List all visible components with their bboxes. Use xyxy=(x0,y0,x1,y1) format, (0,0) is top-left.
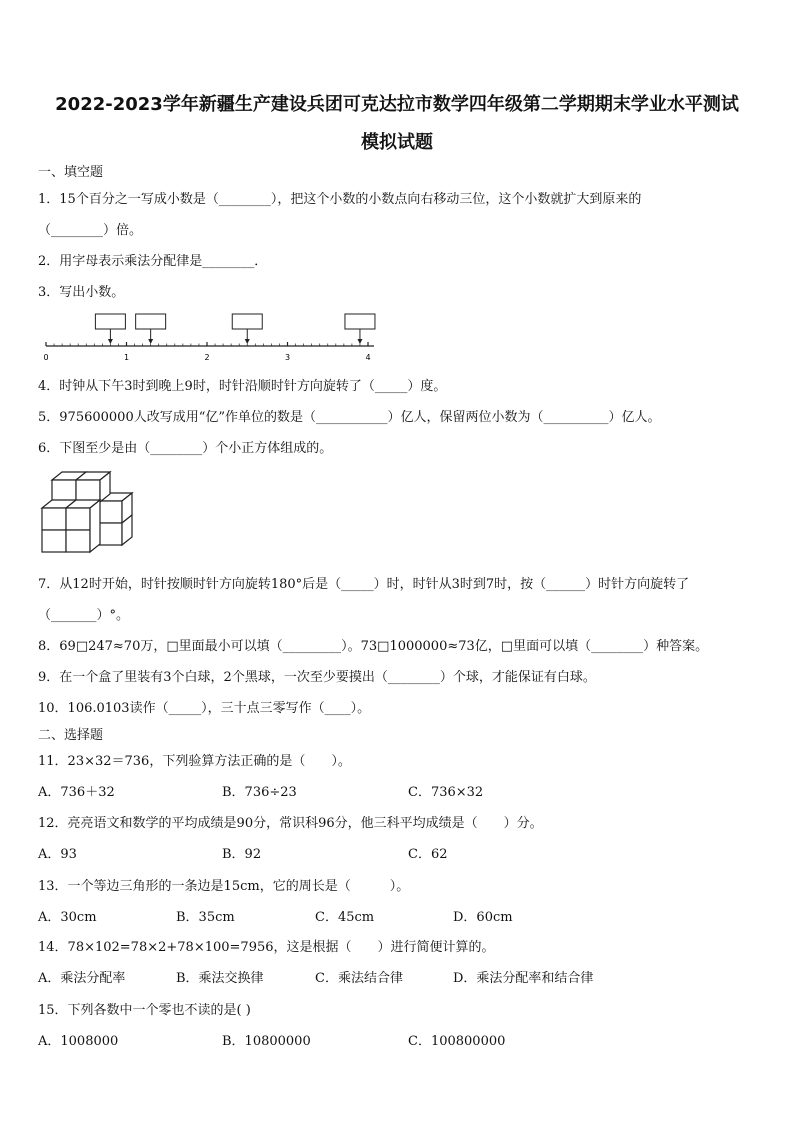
question-6: 6．下图至少是由（________）个小正方体组成的。 xyxy=(38,441,333,456)
question-7-line2: （_______）°。 xyxy=(38,608,130,623)
question-10: 10．106.0103读作（_____），三十点三零写作（____）。 xyxy=(38,701,371,716)
answer-box xyxy=(95,314,125,329)
question-15: 15．下列各数中一个零也不读的是( ) xyxy=(38,1003,251,1018)
question-2: 2．用字母表示乘法分配律是________． xyxy=(38,254,268,269)
question-11: 11．23×32＝736，下列验算方法正确的是（ ）。 xyxy=(38,754,351,769)
answer-box xyxy=(345,314,375,329)
q14-option-b: B．乘法交换律 xyxy=(176,971,264,986)
section-heading-choice: 二、选择题 xyxy=(38,728,104,743)
question-5: 5．975600000人改写成用“亿”作单位的数是（___________）亿人，保留两位小数为（__________）亿人。 xyxy=(38,410,661,425)
answer-pointer-arrowhead xyxy=(108,339,113,344)
q11-option-b: B．736÷23 xyxy=(222,785,297,800)
number-line-tick-label: 3 xyxy=(284,353,291,362)
q13-option-d: D．60cm xyxy=(453,910,513,925)
q14-option-c: C．乘法结合律 xyxy=(315,971,403,986)
question-1-line2: （________）倍。 xyxy=(38,223,143,238)
q11-option-a: A．736＋32 xyxy=(38,785,115,800)
q15-option-b: B．10800000 xyxy=(222,1034,311,1049)
question-1-line1: 1．15个百分之一写成小数是（________），把这个小数的小数点向右移动三位，这个小数就扩大到原来的 xyxy=(38,192,642,207)
q14-option-d: D．乘法分配率和结合律 xyxy=(453,971,594,986)
answer-pointer-arrowhead xyxy=(357,339,362,344)
question-7-line1: 7．从12时开始，时针按顺时针方向旋转180°后是（_____）时，时针从3时到7时，按（______）时针方向旋转了 xyxy=(38,577,690,592)
q12-option-c: C．62 xyxy=(408,847,448,862)
answer-pointer-arrowhead xyxy=(245,339,250,344)
q11-option-c: C．736×32 xyxy=(408,785,484,800)
question-9: 9．在一个盒了里装有3个白球，2个黑球，一次至少要摸出（________）个球，才能保证有白球。 xyxy=(38,670,596,685)
question-3: 3．写出小数。 xyxy=(38,285,125,300)
number-line-tick-label: 0 xyxy=(43,353,49,362)
q12-option-a: A．93 xyxy=(38,847,77,862)
number-line-figure xyxy=(36,310,396,366)
document-title-line1: 2022-2023学年新疆生产建设兵团可克达拉市数学四年级第二学期期末学业水平测试 xyxy=(55,94,739,115)
question-8: 8．69□247≈70万，□里面最小可以填（_________）。73□1000000≈73亿，□里面可以填（________）种答案。 xyxy=(38,639,709,654)
answer-box xyxy=(136,314,166,329)
answer-pointer-arrowhead xyxy=(148,339,153,344)
number-line-tick-label: 2 xyxy=(204,353,210,362)
q13-option-c: C．45cm xyxy=(315,910,375,925)
q13-option-b: B．35cm xyxy=(176,910,235,925)
document-title-line2: 模拟试题 xyxy=(361,132,433,153)
question-4: 4．时钟从下午3时到晚上9时，时针沿顺时针方向旋转了（_____）度。 xyxy=(38,379,447,394)
number-line-tick-label: 4 xyxy=(365,353,371,362)
q14-option-a: A．乘法分配率 xyxy=(38,971,126,986)
cube-stack-figure xyxy=(38,468,138,560)
q13-option-a: A．30cm xyxy=(38,910,97,925)
number-line-tick-label: 1 xyxy=(123,353,130,362)
question-14: 14．78×102=78×2+78×100=7956，这是根据（ ）进行简便计算的。 xyxy=(38,940,495,955)
q15-option-a: A．1008000 xyxy=(38,1034,119,1049)
q12-option-b: B．92 xyxy=(222,847,262,862)
question-13: 13．一个等边三角形的一条边是15cm，它的周长是（ ）。 xyxy=(38,879,410,894)
section-heading-fill-blank: 一、填空题 xyxy=(38,165,104,180)
q15-option-c: C．100800000 xyxy=(408,1034,506,1049)
answer-box xyxy=(232,314,262,329)
question-12: 12．亮亮语文和数学的平均成绩是90分，常识科96分，他三科平均成绩是（ ）分。 xyxy=(38,816,543,831)
